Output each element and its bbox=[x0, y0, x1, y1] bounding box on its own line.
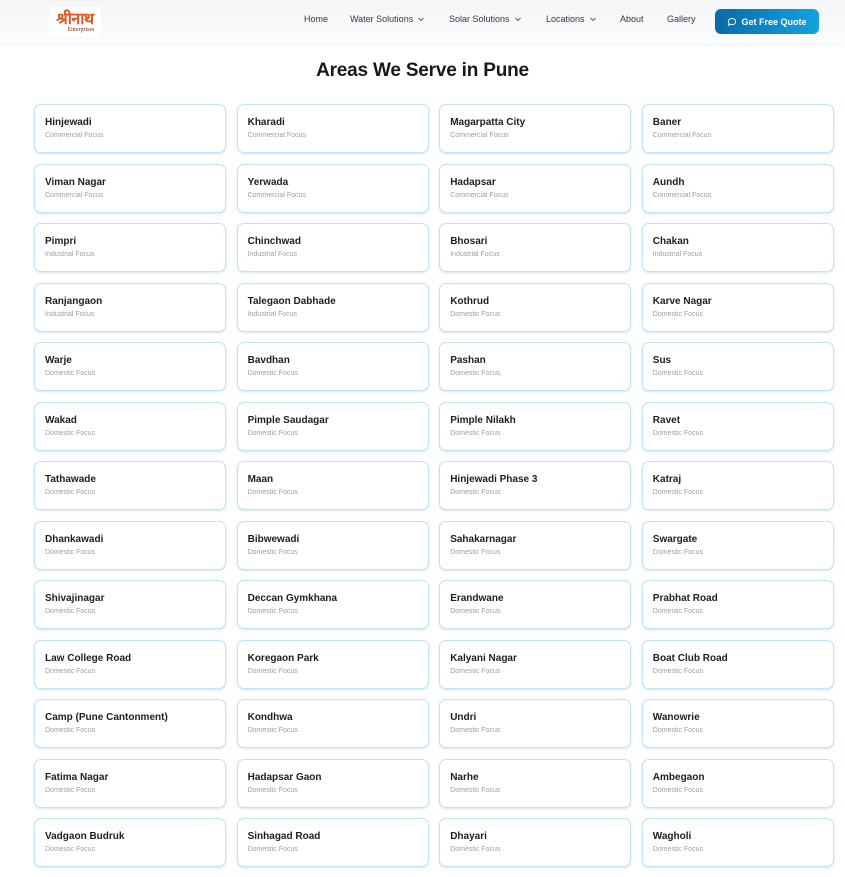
area-card[interactable] bbox=[439, 342, 631, 391]
area-focus: Domestic Focus bbox=[652, 786, 703, 794]
area-focus: Domestic Focus bbox=[652, 608, 703, 615]
area-name: Bavdhan bbox=[247, 355, 290, 366]
area-card[interactable] bbox=[439, 164, 631, 213]
area-name: Law College Road bbox=[45, 652, 132, 664]
area-card[interactable] bbox=[642, 402, 834, 451]
area-card[interactable] bbox=[439, 283, 631, 332]
nav-gallery[interactable] bbox=[667, 14, 696, 24]
area-card[interactable] bbox=[237, 580, 429, 629]
area-focus: Domestic Focus bbox=[450, 429, 501, 437]
area-name: Katraj bbox=[652, 474, 682, 485]
area-name: Vadgaon Budruk bbox=[45, 831, 125, 842]
areas-grid bbox=[34, 104, 834, 867]
area-card[interactable] bbox=[642, 461, 834, 510]
area-name: Aundh bbox=[652, 176, 685, 188]
area-focus: Domestic Focus bbox=[247, 667, 298, 675]
area-focus: Domestic Focus bbox=[247, 608, 298, 615]
nav-label: Gallery bbox=[667, 14, 696, 24]
area-card[interactable] bbox=[237, 402, 429, 451]
area-focus: Industrial Focus bbox=[450, 251, 500, 258]
area-name: Wakad bbox=[45, 414, 77, 426]
area-name: Boat Club Road bbox=[652, 652, 728, 664]
page-title: Areas We Serve in Pune bbox=[316, 60, 529, 81]
area-card[interactable] bbox=[642, 759, 834, 808]
area-name: Maan bbox=[247, 474, 274, 485]
area-focus: Domestic Focus bbox=[247, 429, 298, 437]
area-name: Prabhat Road bbox=[652, 593, 718, 604]
nav-label: Water Solutions bbox=[350, 14, 414, 24]
area-name: Koregaon Park bbox=[247, 652, 319, 664]
area-focus: Commercial Focus bbox=[652, 191, 712, 199]
area-focus: Domestic Focus bbox=[450, 548, 501, 556]
area-focus: Domestic Focus bbox=[45, 429, 96, 437]
chevron-down-icon bbox=[513, 14, 523, 24]
area-card[interactable] bbox=[642, 818, 834, 867]
area-card[interactable] bbox=[237, 640, 429, 689]
area-focus: Industrial Focus bbox=[247, 251, 298, 258]
area-focus: Domestic Focus bbox=[450, 727, 501, 734]
area-focus: Domestic Focus bbox=[652, 548, 703, 556]
area-name: Camp (Pune Cantonment) bbox=[45, 712, 168, 723]
area-focus: Domestic Focus bbox=[450, 608, 501, 615]
area-focus: Commercial Focus bbox=[247, 191, 306, 199]
area-focus: Domestic Focus bbox=[450, 370, 501, 377]
area-name: Pimpri bbox=[45, 236, 77, 247]
area-card[interactable] bbox=[237, 461, 429, 510]
area-focus: Domestic Focus bbox=[247, 489, 298, 496]
area-focus: Commercial Focus bbox=[45, 191, 104, 199]
area-focus: Commercial Focus bbox=[652, 132, 712, 139]
area-card[interactable] bbox=[439, 104, 631, 153]
area-focus: Industrial Focus bbox=[45, 251, 95, 258]
area-card[interactable] bbox=[34, 342, 226, 391]
area-card[interactable] bbox=[439, 461, 631, 510]
area-focus: Domestic Focus bbox=[450, 310, 501, 318]
nav-label: Locations bbox=[546, 14, 585, 24]
area-name: Ranjangaon bbox=[45, 295, 103, 307]
area-name: Pimple Saudagar bbox=[247, 414, 329, 426]
chevron-down-icon bbox=[416, 14, 426, 24]
area-name: Kharadi bbox=[247, 117, 285, 128]
area-name: Ravet bbox=[652, 414, 681, 426]
area-focus: Domestic Focus bbox=[652, 667, 703, 675]
nav-locations[interactable] bbox=[546, 14, 598, 24]
area-name: Dhayari bbox=[450, 831, 487, 842]
area-focus: Domestic Focus bbox=[247, 548, 298, 556]
area-name: Karve Nagar bbox=[652, 295, 712, 307]
area-focus: Domestic Focus bbox=[45, 608, 96, 615]
area-name: Pashan bbox=[450, 355, 486, 366]
area-focus: Domestic Focus bbox=[45, 489, 96, 496]
area-card[interactable] bbox=[642, 342, 834, 391]
area-card[interactable] bbox=[439, 521, 631, 570]
area-focus: Domestic Focus bbox=[450, 786, 501, 794]
area-card[interactable] bbox=[642, 699, 834, 748]
area-name: Ambegaon bbox=[652, 771, 705, 783]
area-card[interactable] bbox=[34, 164, 226, 213]
area-name: Wagholi bbox=[652, 831, 692, 842]
area-focus: Domestic Focus bbox=[45, 370, 96, 377]
area-name: Wanowrie bbox=[652, 712, 700, 723]
area-focus: Domestic Focus bbox=[45, 667, 96, 675]
area-name: Hinjewadi Phase 3 bbox=[450, 474, 538, 485]
area-card[interactable] bbox=[439, 640, 631, 689]
area-card[interactable] bbox=[439, 759, 631, 808]
area-name: Talegaon Dabhade bbox=[247, 295, 336, 307]
area-name: Deccan Gymkhana bbox=[247, 593, 338, 604]
area-focus: Domestic Focus bbox=[45, 846, 96, 853]
nav-home[interactable] bbox=[304, 14, 328, 24]
area-card[interactable] bbox=[439, 223, 631, 272]
area-name: Yerwada bbox=[247, 176, 289, 188]
area-focus: Domestic Focus bbox=[652, 310, 703, 318]
site-header bbox=[0, 0, 845, 44]
area-card[interactable] bbox=[237, 342, 429, 391]
area-card[interactable] bbox=[439, 699, 631, 748]
area-card[interactable] bbox=[237, 164, 429, 213]
area-focus: Domestic Focus bbox=[247, 370, 298, 377]
area-card[interactable] bbox=[237, 223, 429, 272]
area-name: Hinjewadi bbox=[45, 117, 92, 128]
area-name: Magarpatta City bbox=[450, 117, 526, 128]
area-card[interactable] bbox=[34, 759, 226, 808]
area-focus: Domestic Focus bbox=[652, 489, 703, 496]
area-focus: Domestic Focus bbox=[652, 370, 703, 377]
get-free-quote-button[interactable] bbox=[715, 9, 819, 34]
area-name: Chinchwad bbox=[247, 236, 301, 247]
chevron-down-icon bbox=[588, 14, 598, 24]
area-focus: Domestic Focus bbox=[652, 846, 703, 853]
area-name: Shivajinagar bbox=[45, 593, 105, 604]
area-focus: Domestic Focus bbox=[450, 667, 501, 675]
area-card[interactable] bbox=[237, 283, 429, 332]
area-name: Fatima Nagar bbox=[45, 771, 109, 783]
area-focus: Commercial Focus bbox=[450, 191, 509, 199]
area-card[interactable] bbox=[34, 580, 226, 629]
area-card[interactable] bbox=[642, 283, 834, 332]
area-card[interactable] bbox=[439, 402, 631, 451]
area-focus: Domestic Focus bbox=[45, 727, 96, 734]
nav-about[interactable] bbox=[620, 14, 644, 24]
area-card[interactable] bbox=[439, 580, 631, 629]
area-name: Pimple Nilakh bbox=[450, 414, 516, 426]
area-focus: Commercial Focus bbox=[247, 132, 306, 139]
area-name: Warje bbox=[45, 355, 72, 366]
area-card[interactable] bbox=[34, 521, 226, 570]
area-focus: Domestic Focus bbox=[45, 786, 96, 794]
area-card[interactable] bbox=[34, 818, 226, 867]
area-name: Viman Nagar bbox=[45, 176, 106, 188]
nav-label: Home bbox=[304, 14, 329, 24]
logo-subtitle: Enterprises bbox=[67, 26, 95, 33]
area-name: Swargate bbox=[652, 533, 698, 545]
area-name: Tathawade bbox=[45, 474, 96, 485]
area-name: Hadapsar bbox=[450, 176, 496, 188]
area-name: Sahakarnagar bbox=[450, 533, 517, 545]
area-card[interactable] bbox=[439, 818, 631, 867]
area-card[interactable] bbox=[642, 164, 834, 213]
area-focus: Domestic Focus bbox=[652, 429, 703, 437]
area-name: Chakan bbox=[652, 236, 689, 247]
area-focus: Domestic Focus bbox=[247, 846, 298, 853]
area-card[interactable] bbox=[237, 699, 429, 748]
area-card[interactable] bbox=[34, 402, 226, 451]
area-focus: Domestic Focus bbox=[247, 786, 298, 794]
area-card[interactable] bbox=[642, 104, 834, 153]
area-card[interactable] bbox=[34, 283, 226, 332]
nav-label: About bbox=[620, 14, 644, 24]
area-focus: Industrial Focus bbox=[45, 310, 95, 318]
area-focus: Industrial Focus bbox=[652, 251, 703, 258]
area-card[interactable] bbox=[642, 521, 834, 570]
area-focus: Commercial Focus bbox=[45, 132, 104, 139]
area-focus: Industrial Focus bbox=[247, 310, 298, 318]
area-focus: Domestic Focus bbox=[450, 846, 501, 853]
area-name: Sinhagad Road bbox=[247, 831, 321, 842]
nav-water-solutions[interactable] bbox=[350, 14, 426, 24]
nav-solar-solutions[interactable] bbox=[449, 14, 523, 24]
area-card[interactable] bbox=[34, 699, 226, 748]
area-name: Erandwane bbox=[450, 593, 504, 604]
nav-label: Solar Solutions bbox=[449, 14, 510, 24]
area-focus: Commercial Focus bbox=[450, 132, 509, 139]
area-card[interactable] bbox=[642, 640, 834, 689]
area-card[interactable] bbox=[237, 759, 429, 808]
area-name: Sus bbox=[652, 355, 672, 366]
area-name: Narhe bbox=[450, 771, 479, 783]
area-card[interactable] bbox=[642, 580, 834, 629]
area-card[interactable] bbox=[237, 521, 429, 570]
area-focus: Domestic Focus bbox=[652, 727, 703, 734]
area-card[interactable] bbox=[237, 104, 429, 153]
area-name: Kalyani Nagar bbox=[450, 652, 517, 664]
area-card[interactable] bbox=[34, 461, 226, 510]
area-card[interactable] bbox=[237, 818, 429, 867]
area-focus: Domestic Focus bbox=[247, 727, 298, 734]
area-focus: Domestic Focus bbox=[450, 489, 501, 496]
area-name: Dhankawadi bbox=[45, 533, 104, 545]
chat-bubble-icon bbox=[727, 17, 737, 27]
area-focus: Domestic Focus bbox=[45, 548, 96, 556]
area-card[interactable] bbox=[34, 640, 226, 689]
area-name: Bibwewadi bbox=[247, 533, 300, 545]
logo-mark: श्रीनाथ bbox=[56, 8, 94, 28]
area-card[interactable] bbox=[34, 104, 226, 153]
area-card[interactable] bbox=[642, 223, 834, 272]
quote-button-label: Get Free Quote bbox=[741, 16, 807, 27]
area-card[interactable] bbox=[34, 223, 226, 272]
area-name: Kothrud bbox=[450, 295, 490, 307]
area-name: Kondhwa bbox=[247, 712, 293, 723]
area-name: Baner bbox=[652, 117, 682, 128]
area-name: Bhosari bbox=[450, 236, 488, 247]
area-name: Hadapsar Gaon bbox=[247, 771, 322, 783]
area-name: Undri bbox=[450, 712, 477, 723]
